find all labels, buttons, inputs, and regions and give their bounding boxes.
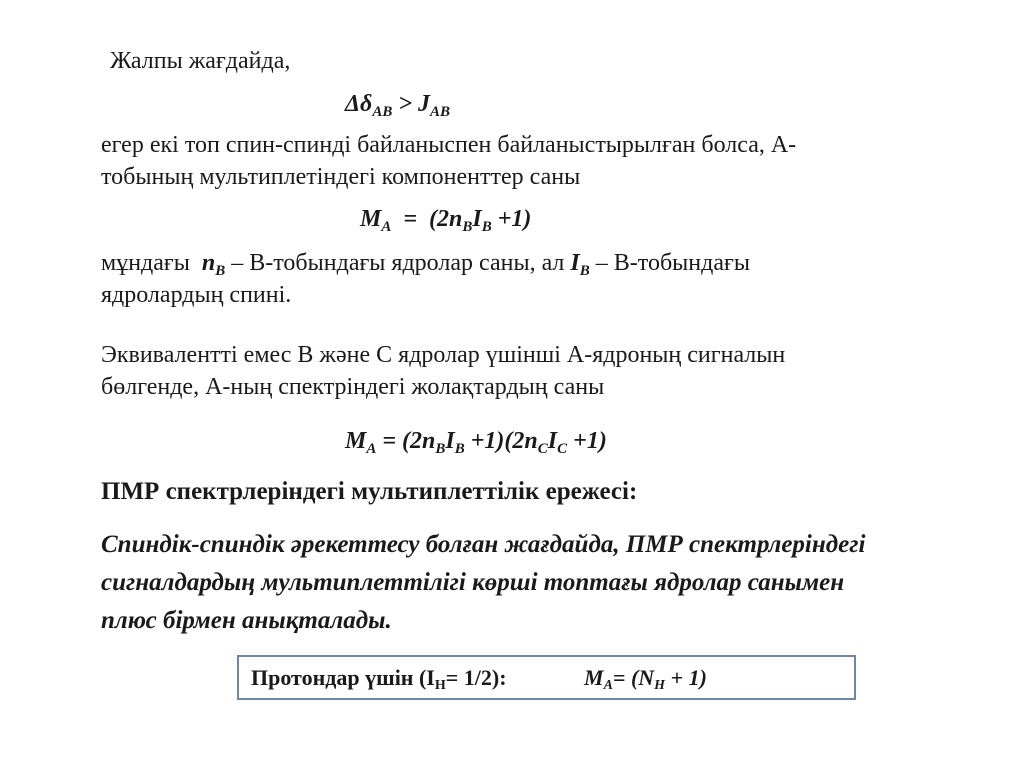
formula-text: +1)(2n — [464, 428, 538, 454]
formula-subscript: C — [557, 441, 568, 457]
formula-subscript: B — [462, 219, 473, 235]
formula-subscript: AB — [430, 104, 451, 120]
proton-label — [251, 657, 507, 698]
formula-subscript: C — [537, 441, 548, 457]
label-text: = 1/2): — [445, 665, 507, 690]
formula-subscript: B — [454, 441, 465, 457]
delta-symbol: Δ — [345, 91, 361, 117]
paragraph-line: тобының мультиплетіндегі компоненттер саны — [101, 164, 581, 190]
proton-formula-box — [237, 655, 856, 700]
formula-symbol: I — [472, 206, 482, 232]
delta-small-symbol: δ — [360, 91, 373, 117]
formula-symbol: M — [360, 206, 382, 232]
paragraph-line: егер екі топ спин-спинді байланыспен байланыстырылған болса, А- — [101, 132, 797, 158]
formula-operator: > J — [392, 91, 431, 117]
proton-formula — [584, 657, 707, 698]
rule-line: плюс бірмен анықталады. — [101, 607, 392, 634]
label-text: Протондар үшін (I — [251, 665, 435, 690]
formula-subscript: H — [434, 678, 446, 693]
intro-text: Жалпы жағдайда, — [110, 48, 291, 74]
paragraph-text: мұндағы — [101, 250, 202, 276]
rule-line: сигналдардың мультиплеттілігі көрші топтағы ядролар санымен — [101, 569, 845, 596]
paragraph-text: – В-тобындағы ядролар саны, ал — [225, 250, 571, 276]
formula-multiplicity-double — [345, 427, 607, 455]
paragraph-line: бөлгенде, А-ның спектріндегі жолақтардың саны — [101, 374, 605, 400]
paragraph-nonequivalent — [101, 339, 785, 403]
paragraph-line — [101, 247, 750, 279]
paragraph-coupling — [101, 129, 796, 193]
formula-text: +1) — [567, 428, 607, 454]
formula-symbol: M — [584, 665, 604, 690]
paragraph-definitions — [101, 247, 750, 311]
multiplicity-rule — [101, 526, 865, 640]
section-heading: ПМР спектрлеріндегі мультиплеттілік ережесі: — [101, 478, 638, 505]
formula-subscript: B — [215, 263, 226, 279]
formula-symbol: M — [345, 428, 367, 454]
formula-subscript: A — [603, 678, 613, 693]
symbol-n — [201, 250, 226, 279]
formula-text: + 1) — [665, 665, 707, 690]
formula-subscript: A — [381, 219, 392, 235]
formula-text: = (2n — [376, 428, 436, 454]
formula-text: = (N — [612, 665, 655, 690]
formula-subscript: B — [481, 219, 492, 235]
formula-text: +1) — [491, 206, 532, 232]
symbol-i — [570, 250, 590, 279]
formula-text: = (2n — [391, 206, 463, 232]
formula-symbol: I — [445, 428, 455, 454]
rule-line: Спиндік-спиндік әрекеттесу болған жағдайда, ПМР спектрлеріндегі — [101, 531, 866, 558]
paragraph-text: – В-тобындағы — [589, 250, 750, 276]
formula-delta-condition — [345, 90, 450, 118]
paragraph-line: Эквивалентті емес В және С ядролар үшінші А-ядроның сигналын — [101, 342, 786, 368]
formula-subscript: B — [435, 441, 446, 457]
formula-multiplicity-single — [360, 205, 531, 233]
formula-subscript: H — [654, 678, 666, 693]
symbol-letter: n — [201, 250, 216, 276]
formula-symbol: I — [547, 428, 558, 454]
paragraph-line: ядролардың спині. — [101, 282, 292, 308]
symbol-letter: I — [570, 250, 580, 276]
formula-subscript: AB — [372, 104, 393, 120]
formula-subscript: B — [579, 263, 590, 279]
formula-subscript: A — [366, 441, 377, 457]
